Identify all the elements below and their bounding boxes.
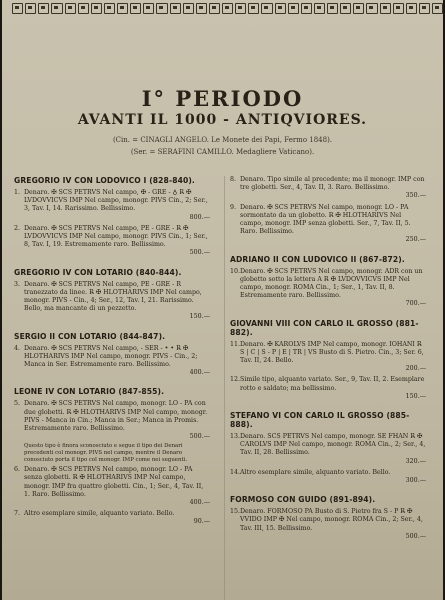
section-heading: LEONE IV CON LOTARIO (847-855).: [14, 387, 165, 397]
border-ornament: [353, 3, 364, 14]
catalog-entry: [14, 281, 210, 322]
border-ornament: [366, 3, 377, 14]
border-ornament: [104, 3, 115, 14]
entry-price: 500.—: [189, 433, 210, 441]
left-column: [14, 176, 210, 530]
border-ornament: [130, 3, 141, 14]
border-ornament: [38, 3, 49, 14]
section-heading: GREGORIO IV CON LODOVICO I (828-840).: [14, 176, 195, 185]
catalog-entry: [14, 466, 210, 507]
entry-number: 8.: [230, 176, 237, 183]
entry-price: 150.—: [405, 392, 426, 400]
catalog-entry: [230, 268, 426, 309]
entry-price: 350.—: [405, 192, 426, 200]
catalog-entry: [230, 176, 426, 201]
entry-text: Denaro. ✠ SCS PETRVS Nel campo, PE - GRE - R tranezzato da linee. R̶ ✠ HLOTHARIVS IMP Nel campo, monogr. PIVS - Cin., 4; Ser., 12, Tav. I, 21. Rarissimo. Bello, ma mancante di un pezzetto.: [24, 280, 202, 313]
entry-text: Denaro. ✠ SCS PETRVS Nel campo, monogr. LO - PA sormontato da un globetto. R̶ ✠ HLOTHARIVS Nel campo, monogr. IMP senza globetti. Ser., 7, Tav. II, 5. Raro. Bellissimo.: [240, 203, 411, 236]
right-column: [230, 176, 426, 544]
column-divider: [224, 176, 225, 600]
border-ornament: [380, 3, 391, 14]
entry-text: Altro esemplare simile, alquanto variato. Bello.: [24, 510, 175, 518]
border-ornament: [327, 3, 338, 14]
entry-price: 500.—: [189, 249, 210, 257]
entry-text: Denaro. ✠ SCS PETRVS Nel campo, monogr. ADR con un globetto sotto la lettera A R̶ ✠ LVDOVVICVS IMP Nel campo, monogr. ROMA Cin., 1; Ser., 1, Tav. II, 8. Estremamente raro. Bellissimo.: [240, 267, 423, 300]
entry-price: 800.—: [189, 213, 210, 221]
border-ornament: [91, 3, 102, 14]
entry-number: 7.: [14, 510, 21, 518]
entry-text: Altro esemplare simile, alquanto variato. Bello.: [240, 468, 391, 476]
border-ornament: [78, 3, 89, 14]
border-ornament: [117, 3, 128, 14]
catalog-entry: [14, 225, 210, 258]
border-ornament: [419, 3, 430, 14]
entry-price: 400.—: [189, 499, 210, 507]
catalog-entry: [230, 204, 426, 245]
catalog-entry: [230, 341, 426, 374]
section-heading: GIOVANNI VIII CON CARLO IL GROSSO (881-882).: [230, 318, 419, 337]
entry-number: 15.: [230, 508, 241, 516]
entry-number: 12.: [230, 376, 241, 384]
border-ornament: [12, 3, 23, 14]
entry-text: Denaro. Tipo simile al precedente; ma il monogr. IMP con tre globetti. Ser., 4, Tav. II, 3. Raro. Bellissimo.: [240, 176, 425, 192]
border-ornament: [222, 3, 233, 14]
entry-text: Denaro. ✠ KAROLVS IMP Nel campo, monogr. IOHANI R̶ S | C | S - P | E | TR | VS Busto di S. Pietro. Cin., 3; Ser. 6, Tav. II, 24. Bello.: [240, 340, 424, 365]
section-heading: FORMOSO CON GUIDO (891-894).: [230, 495, 376, 505]
border-ornament: [156, 3, 167, 14]
entry-number: 3.: [14, 280, 21, 288]
catalog-entry: [14, 510, 210, 526]
border-ornament: [235, 3, 246, 14]
border-ornament: [143, 3, 154, 14]
entry-text: Denaro. ✠ SCS PETRVS Nel campo, - SER - • • R̶ ✠ HLOTHARIVS IMP Nel campo, monogr. PIVS - Cin., 2; Manca in Ser. Estremamente raro. Bellissimo.: [24, 344, 198, 369]
citation-serafini: (Ser. = SERAFINI CAMILLO. Medagliere Vaticano).: [130, 148, 315, 156]
entry-text: Denaro. ✠ SCS PETRVS Nel campo, monogr. LO - PA con due globetti. R̶ ✠ HLOTHARIVS IMP Nel campo, monogr. PIVS - Manca in Cin.; Manca in Ser.; Manca in Promis. Estremamente raro. Bellissimo.: [24, 400, 208, 433]
border-ornament: [209, 3, 220, 14]
border-ornament: [340, 3, 351, 14]
border-ornament: [196, 3, 207, 14]
entry-number: 9.: [230, 203, 237, 211]
entry-number: 10.: [230, 267, 241, 275]
border-ornament: [65, 3, 76, 14]
border-ornament: [51, 3, 62, 14]
page-title: I° PERIODO: [141, 86, 304, 111]
citation-cinagli: (Cin. = CINAGLI ANGELO. Le Monete dei Papi, Fermo 1848).: [112, 136, 333, 144]
catalog-entry: [230, 376, 426, 401]
entry-number: 14.: [230, 468, 241, 476]
catalog-entry: [14, 345, 210, 378]
entry-note: Questo tipo è finora sconosciuto e segue il tipo dei Denari precedenti col monogr. PIVS nel campo, mentre il Denaro conosciuto porta il tipo col monogr. IMP come nei seguenti.: [24, 443, 188, 463]
border-ornament: [432, 3, 443, 14]
entry-price: 200.—: [405, 365, 426, 373]
entry-price: 250.—: [405, 236, 426, 244]
page-subtitle: AVANTI IL 1000 - ANTIQVIORES.: [77, 112, 368, 128]
border-ornament: [406, 3, 417, 14]
entry-number: 6.: [14, 466, 21, 474]
border-ornament: [25, 3, 36, 14]
border-ornament: [301, 3, 312, 14]
entry-price: 150.—: [189, 313, 210, 321]
entry-number: 11.: [230, 340, 241, 348]
catalog-entry: [14, 189, 210, 222]
entry-text: Denaro. FORMOSO PA Busto di S. Pietro fra S - P R̶ ✠ VVIDO IMP ✠ Nel campo, monogr. ROMA Cin., 2; Ser., 4, Tav. III, 15. Bellissimo.: [240, 508, 423, 532]
entry-text: Denaro. SCS PETRVS Nel campo, monogr. SE FHAN R̶ ✠ CAROLVS IMP Nel campo, monogr. ROMA Cin., 2; Ser., 4, Tav. II, 28. Bellissimo.: [240, 433, 426, 457]
entry-price: 320.—: [405, 457, 426, 465]
border-ornament: [183, 3, 194, 14]
entry-number: 5.: [14, 400, 21, 408]
entry-price: 90.—: [193, 518, 210, 526]
catalog-entry: [230, 433, 426, 466]
section-heading: ADRIANO II CON LUDOVICO II (867-872).: [230, 254, 405, 264]
border-ornament: [393, 3, 404, 14]
catalog-entry: [14, 400, 210, 441]
entry-price: 300.—: [405, 477, 426, 485]
entry-number: 1.: [14, 189, 21, 196]
entry-text: Denaro. ✠ SCS PETRVS Nel campo, PE - GRE - R̶ ✠ LVDOVVICVS IMP Nel campo, monogr. PIVS Cin., 1; Ser., 8, Tav. I, 19. Estremamente raro. Bellissimo.: [24, 224, 208, 249]
catalog-entry: [230, 469, 426, 485]
border-ornament: [248, 3, 259, 14]
entry-text: Simile tipo, alquanto variato. Ser., 9, Tav. II, 2. Esemplare rotto e saldato; ma bellissimo.: [240, 376, 425, 392]
section-heading: STEFANO VI CON CARLO IL GROSSO (885-888).: [230, 411, 410, 430]
section-heading: SERGIO II CON LOTARIO (844-847).: [14, 331, 166, 341]
entry-price: 400.—: [189, 369, 210, 377]
catalog-page: [2, 0, 443, 600]
border-ornament: [170, 3, 181, 14]
entry-price: 700.—: [405, 300, 426, 308]
entry-price: 500.—: [405, 532, 426, 540]
border-ornament: [314, 3, 325, 14]
border-ornament: [261, 3, 272, 14]
border-ornament: [288, 3, 299, 14]
entry-number: 13.: [230, 433, 241, 441]
section-heading: GREGORIO IV CON LOTARIO (840-844).: [14, 267, 182, 277]
border-ornament: [275, 3, 286, 14]
entry-text: Denaro. ✠ SCS PETRVS Nel campo, ✠ - GRE - ♁ R̶ ✠ LVDOVVICVS IMP Nel campo, monogr. PIVS Cin., 2; Ser., 3, Tav. I, 14. Rarissimo. Bellissimo.: [24, 189, 208, 213]
catalog-entry: [230, 508, 426, 541]
entry-text: Denaro. ✠ SCS PETRVS Nel campo, monogr. LO - PA senza globetti. R̶ ✠ HLOTHARIVS IMP Nel campo, monogr. IMP fra quattro globetti. Cin., 1; Ser., 4, Tav. II, 1. Raro. Bellissimo.: [24, 466, 204, 498]
entry-number: 4.: [14, 344, 21, 352]
ornamental-border: [2, 0, 443, 18]
entry-number: 2.: [14, 224, 21, 232]
